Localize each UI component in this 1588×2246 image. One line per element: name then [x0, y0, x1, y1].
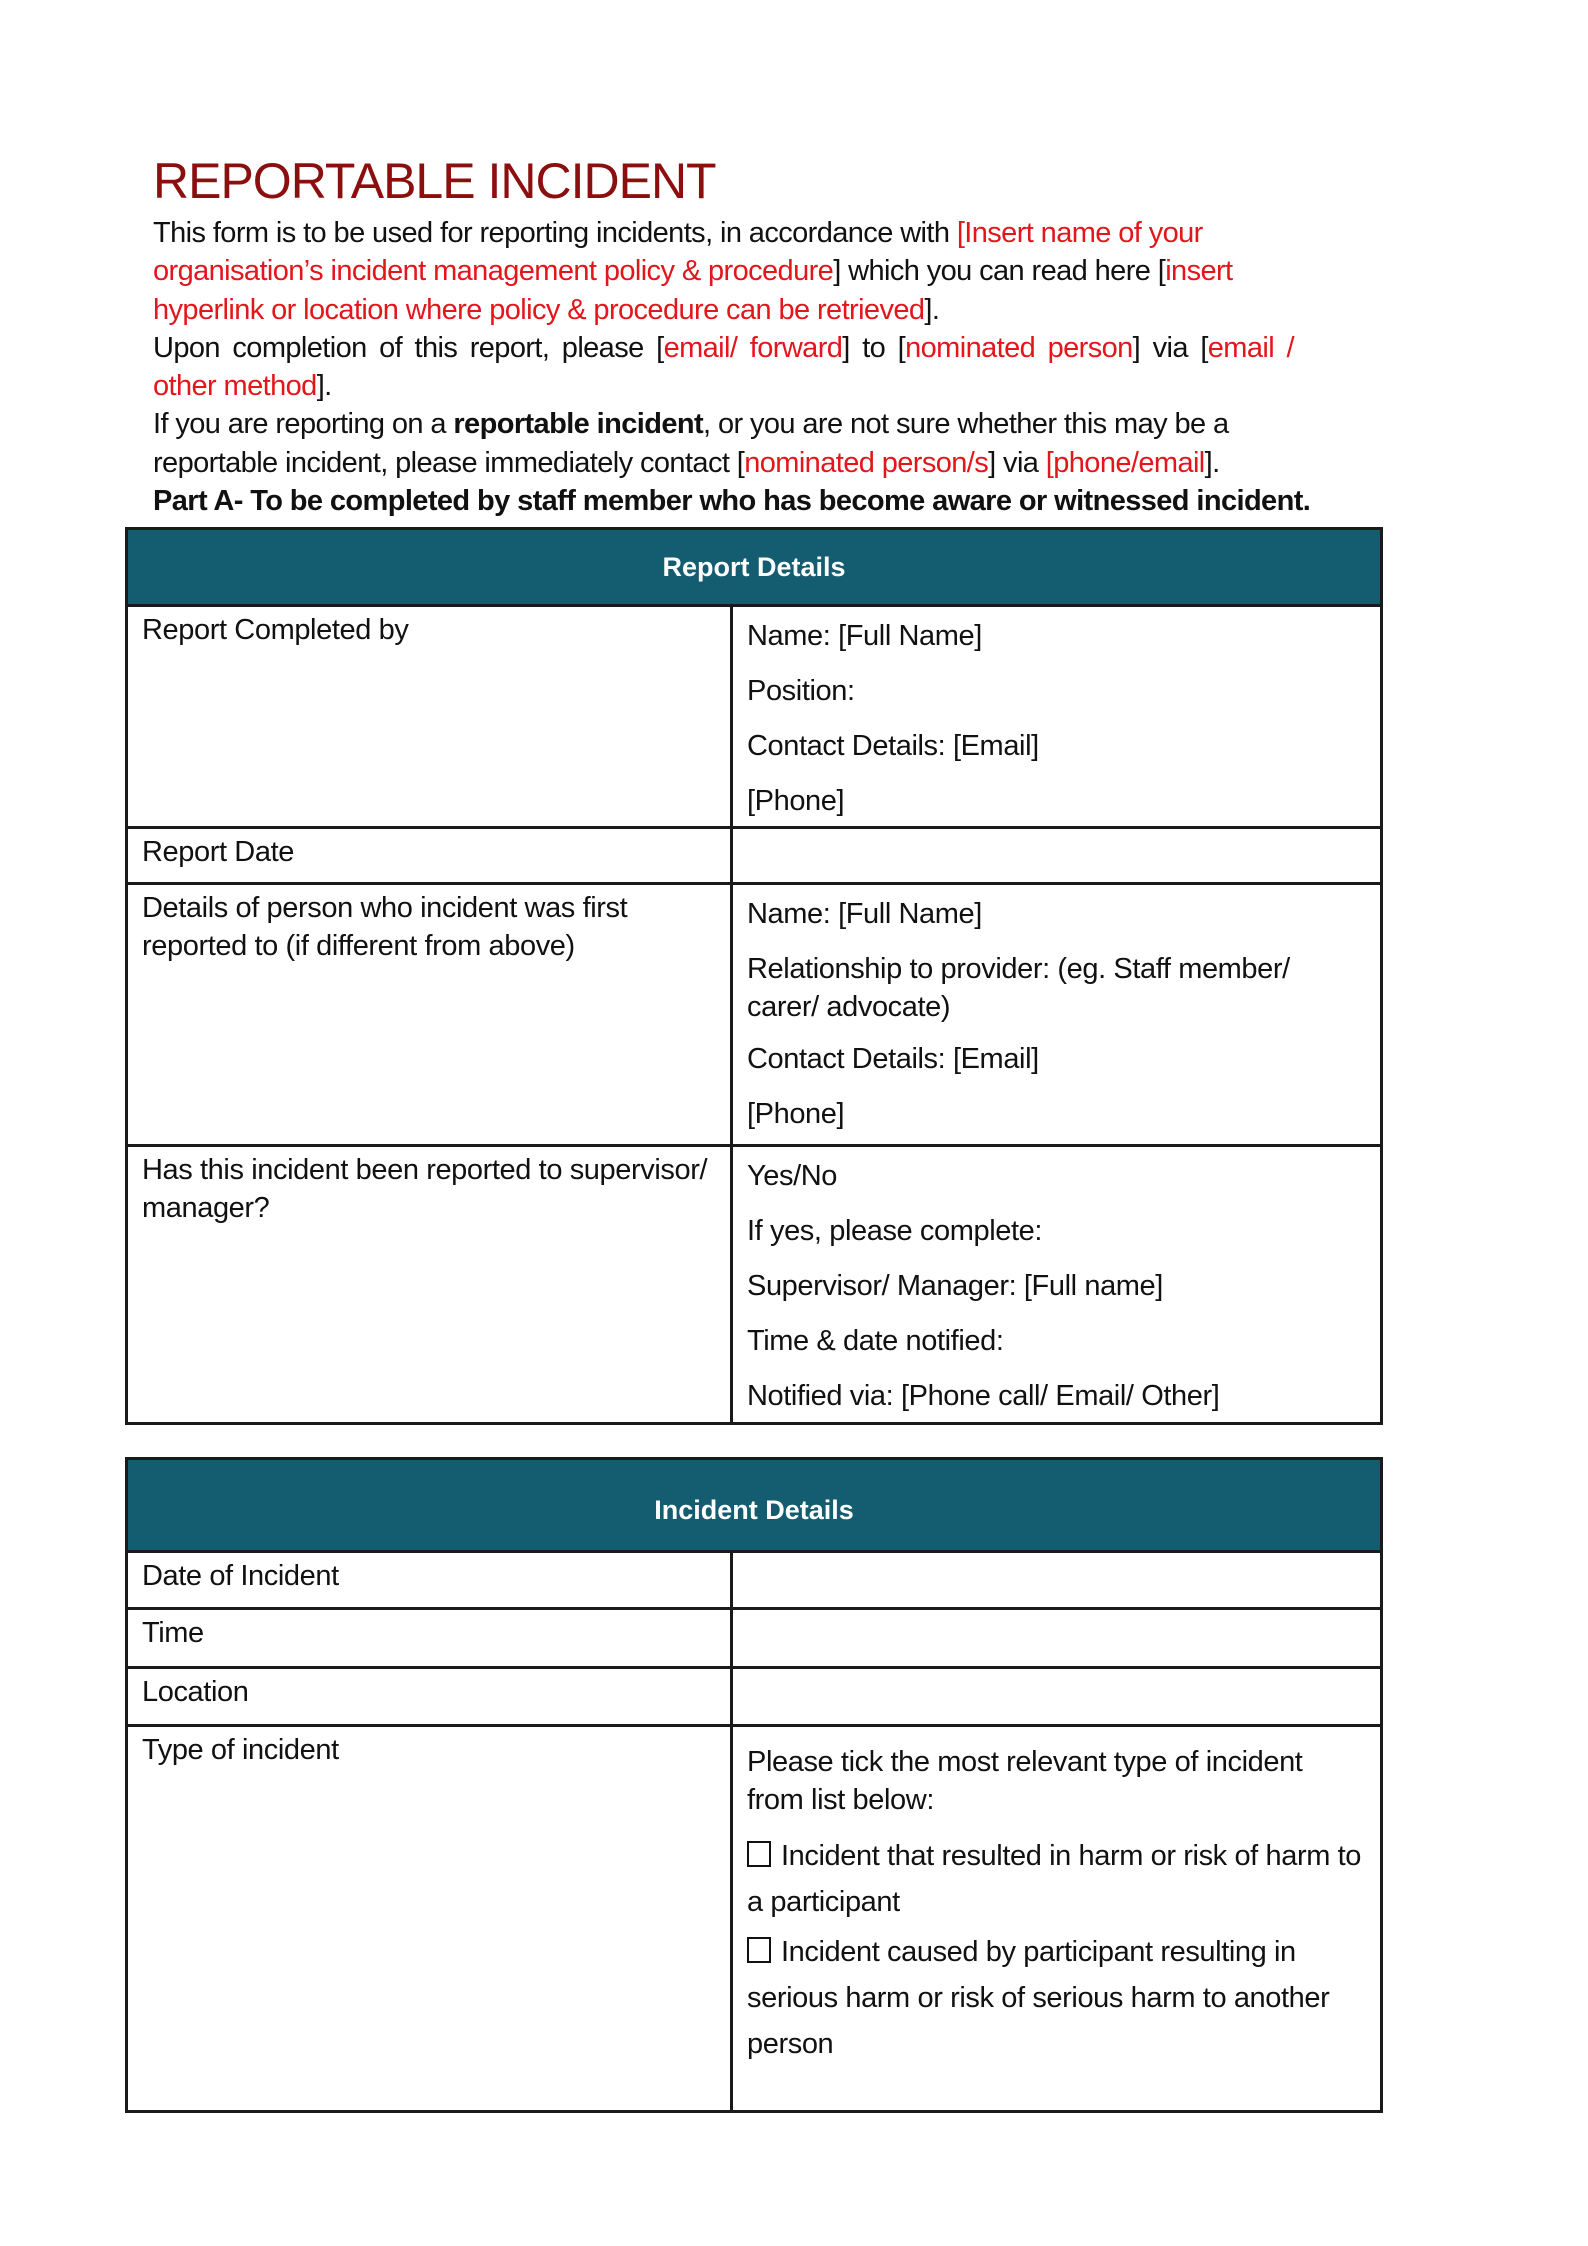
- row-label: Report Completed by: [128, 607, 733, 826]
- table-row: [128, 607, 1380, 829]
- placeholder-text: nominated person: [905, 331, 1133, 364]
- row-value-cell[interactable]: [733, 1147, 1380, 1422]
- placeholder-text: insert: [1165, 255, 1233, 288]
- report-details-table: [125, 527, 1383, 1425]
- option-harm-to-participant[interactable]: [747, 1833, 1366, 1925]
- row-value-cell[interactable]: [733, 607, 1380, 826]
- intro-text: , or you are not sure whether this may be a: [703, 408, 1229, 441]
- field-relationship: Relationship to provider: (eg. Staff member/ carer/ advocate): [747, 953, 1290, 1023]
- placeholder-text: email /: [1207, 331, 1294, 364]
- row-label: Date of Incident: [128, 1553, 733, 1607]
- date-of-incident-cell[interactable]: [733, 1553, 1380, 1607]
- option-caused-by-participant[interactable]: [747, 1929, 1366, 2067]
- row-label: Location: [128, 1669, 733, 1724]
- intro-text: ] via [: [1132, 331, 1208, 364]
- field-instruction: If yes, please complete:: [747, 1215, 1043, 1247]
- field-phone: [Phone]: [747, 1098, 845, 1130]
- table-row: [128, 1553, 1380, 1610]
- row-label: Has this incident been reported to supervisor/ manager?: [128, 1147, 733, 1422]
- field-yes-no: Yes/No: [747, 1160, 838, 1192]
- table-header: Report Details: [128, 530, 1380, 607]
- intro-text: ] which you can read here [: [833, 255, 1166, 288]
- option-label: Incident that resulted in harm or risk of harm to a participant: [747, 1840, 1361, 1918]
- placeholder-text: nominated person/s: [744, 446, 989, 479]
- row-value-cell: [733, 1727, 1380, 2110]
- table-row: [128, 1610, 1380, 1669]
- placeholder-text: [phone/email: [1045, 446, 1205, 479]
- table-row: [128, 885, 1380, 1147]
- part-a-heading: Part A- To be completed by staff member who has become aware or witnessed incident.: [153, 485, 1311, 518]
- placeholder-text: organisation’s incident management policy & procedure: [153, 255, 834, 288]
- field-position: Position:: [747, 675, 855, 707]
- table-row: [128, 1669, 1380, 1727]
- intro-text: Upon completion of this report, please [: [153, 331, 664, 364]
- field-supervisor: Supervisor/ Manager: [Full name]: [747, 1270, 1163, 1302]
- intro-text: ].: [1204, 446, 1220, 479]
- placeholder-text: email/ forward: [663, 331, 843, 364]
- location-cell[interactable]: [733, 1669, 1380, 1724]
- table-header: Incident Details: [128, 1460, 1380, 1553]
- instruction-text: Please tick the most relevant type of incident from list below:: [747, 1746, 1303, 1816]
- row-label: Type of incident: [128, 1727, 733, 2110]
- intro-text: [153, 214, 1453, 520]
- placeholder-text: hyperlink or location where policy & procedure can be retrieved: [153, 293, 925, 326]
- intro-text: reportable incident, please immediately contact [: [153, 446, 745, 479]
- time-cell[interactable]: [733, 1610, 1380, 1666]
- field-phone: [Phone]: [747, 785, 845, 817]
- intro-text: This form is to be used for reporting incidents, in accordance with: [153, 217, 957, 249]
- row-label: Report Date: [128, 829, 733, 882]
- checkbox-icon[interactable]: [747, 1841, 771, 1867]
- field-name: Name: [Full Name]: [747, 620, 982, 652]
- placeholder-text: [Insert name of your: [956, 217, 1203, 249]
- field-contact: Contact Details: [Email]: [747, 1043, 1039, 1075]
- intro-text: ] via: [988, 446, 1046, 479]
- option-label: Incident caused by participant resulting in serious harm or risk of serious harm to another person: [747, 1936, 1330, 2060]
- incident-details-table: [125, 1457, 1383, 2113]
- intro-text: ].: [316, 370, 332, 403]
- intro-text: ] to [: [842, 331, 906, 364]
- field-time-date: Time & date notified:: [747, 1325, 1004, 1357]
- field-contact: Contact Details: [Email]: [747, 730, 1039, 762]
- page-title: REPORTABLE INCIDENT: [153, 153, 716, 209]
- checkbox-icon[interactable]: [747, 1937, 771, 1963]
- table-row: [128, 829, 1380, 885]
- intro-text: If you are reporting on a: [153, 408, 454, 441]
- table-row: [128, 1147, 1380, 1422]
- field-notified-via: Notified via: [Phone call/ Email/ Other]: [747, 1380, 1220, 1412]
- field-name: Name: [Full Name]: [747, 898, 982, 930]
- placeholder-text: other method: [153, 370, 317, 403]
- row-value-cell[interactable]: [733, 885, 1380, 1144]
- bold-text: reportable incident: [453, 408, 704, 441]
- intro-text: ].: [924, 293, 940, 326]
- table-row: [128, 1727, 1380, 2110]
- report-date-cell[interactable]: [733, 829, 1380, 882]
- row-label: Time: [128, 1610, 733, 1666]
- row-label: Details of person who incident was first reported to (if different from above): [128, 885, 733, 1144]
